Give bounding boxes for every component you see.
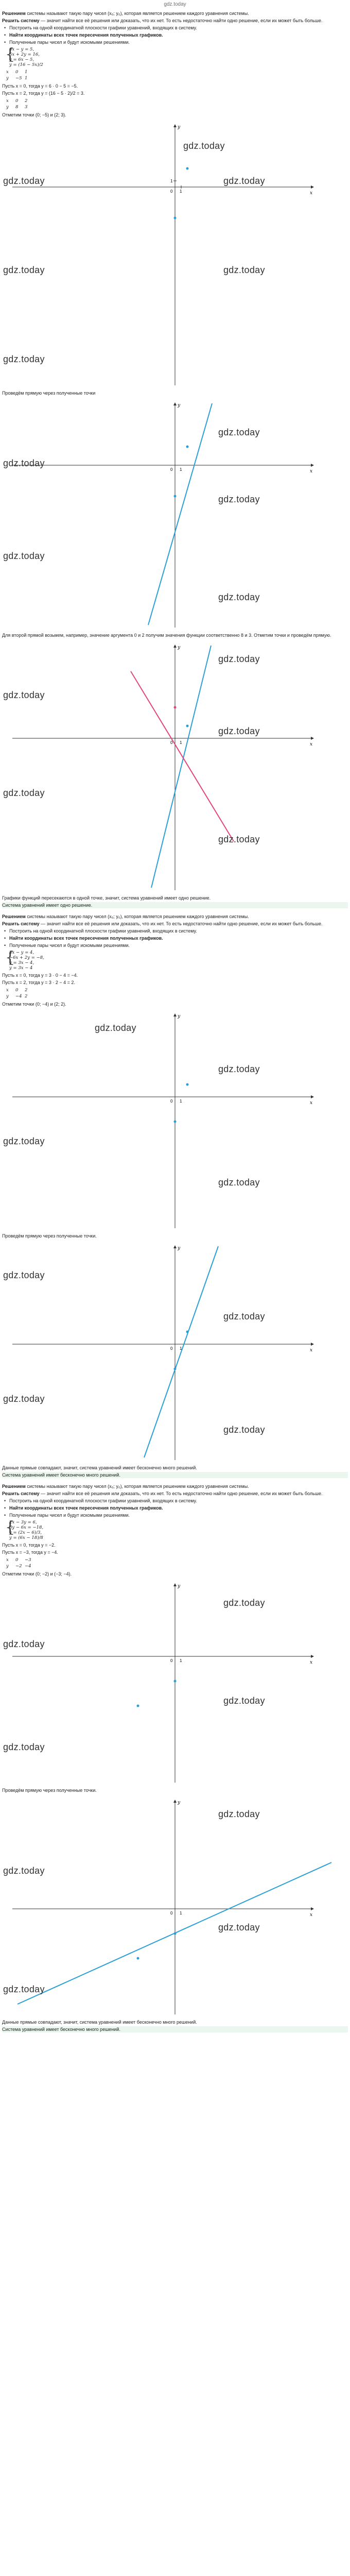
tick-label: 1 [180, 1658, 182, 1663]
calculation: Пусть x = 0, тогда y = 3 · 0 − 4 = −4. [2, 973, 78, 978]
value-table [6, 987, 348, 999]
table-cell: 0 [15, 98, 19, 104]
watermark: gdz.today [223, 1696, 265, 1706]
watermark: gdz.today [3, 1394, 45, 1404]
value-table [6, 69, 348, 81]
y-arrow-icon [173, 1583, 177, 1586]
y-arrow-icon [173, 1245, 177, 1248]
bullet-icon: • [4, 936, 6, 941]
equation: 6x − y = 5, [9, 47, 34, 52]
watermark: gdz.today [3, 551, 45, 561]
answer: Система уравнений имеет бесконечно много решений. [2, 2026, 348, 2032]
definition [2, 913, 348, 920]
x-arrow-icon [311, 1655, 314, 1658]
watermark: gdz.today [3, 1866, 45, 1876]
watermark: gdz.today [218, 726, 260, 736]
table-cell: 8 [15, 105, 19, 110]
list-item-text: Построить на одной координатной плоскости графики уравнений, входящих в систему. [9, 25, 197, 30]
watermark: gdz.today [218, 654, 260, 664]
coordinate-plane [2, 1241, 348, 1463]
x-axis-label: x [310, 1660, 313, 1665]
x-axis-label: x [310, 469, 313, 474]
table-cell: x [6, 98, 9, 104]
answer: Система уравнений имеет бесконечно много решений. [2, 1472, 348, 1478]
x-arrow-icon [311, 1907, 314, 1910]
watermark: gdz.today [223, 265, 265, 275]
points-note: Отметим точки (0; −5) и (2; 3). [2, 112, 66, 117]
bullet-icon: • [4, 32, 6, 38]
point-marker [174, 1680, 177, 1683]
watermark: gdz.today [3, 1742, 45, 1752]
table-cell: y [6, 76, 9, 81]
list-item-text: Построить на одной координатной плоскости графики уравнений, входящих в систему. [9, 1498, 197, 1503]
points-note: Отметим точки (0; −2) и (−3; −4). [2, 1571, 72, 1577]
point-marker [137, 1705, 139, 1707]
list-item-text: Найти координаты всех точек пересечения полученных графиков. [9, 1505, 163, 1511]
equation: −6x + 2y = −8, [9, 955, 44, 960]
bullet-icon: • [4, 25, 6, 30]
calculation: Пусть x = 0, тогда y = 6 · 0 − 5 = −5. [2, 83, 78, 89]
x-arrow-icon [311, 1095, 314, 1098]
x-axis-label: x [310, 742, 313, 747]
y-arrow-icon [173, 402, 177, 405]
table-cell: y [6, 994, 9, 999]
bullet-icon: • [4, 1513, 6, 1518]
y-arrow-icon [173, 1800, 177, 1803]
graph-points-2 [2, 1009, 348, 1231]
brace-icon: { [5, 45, 15, 63]
equation: y = 3x − 4 [9, 965, 33, 971]
x-arrow-icon [311, 185, 314, 189]
conclusion: Данные прямые совпадают, значит, система уравнений имеет бесконечно много решений. [2, 2020, 197, 2025]
solve-term: Решить систему [2, 921, 40, 926]
instruction: Для второй прямой возьмем, например, значение аргумента 0 и 2 получим значения функции соответственно 8 и 3. Отметим точки и проведём прямую. [2, 633, 331, 638]
coordinate-plane [2, 1009, 348, 1231]
list-item-text: Полученные пары чисел и будут искомыми решениями. [9, 943, 130, 948]
calculation: Пусть x = 0, тогда y = −2. [2, 1543, 56, 1548]
definition [2, 1483, 348, 1489]
list-item-text: Построить на одной координатной плоскости графики уравнений, входящих в систему. [9, 928, 197, 934]
equation-system [5, 1520, 348, 1540]
x-arrow-icon [311, 737, 314, 740]
coordinate-plane [2, 640, 348, 893]
value-table [6, 98, 348, 110]
tick-label: 1 [180, 1911, 182, 1916]
definition-text: системы называют такую пару чисел (x₀; y₀), которая является решением каждого уравнения системы. [25, 1484, 249, 1489]
x-arrow-icon [311, 464, 314, 467]
origin-label: 0 [170, 1658, 173, 1663]
list-item [4, 39, 348, 45]
solve-definition [2, 18, 348, 24]
y-axis-label: y [178, 125, 181, 130]
table-cell: −4 [25, 1564, 31, 1569]
equation: y = (16 − 5x)/2 [9, 62, 43, 67]
table-cell: −4 [15, 994, 22, 999]
bullet-icon: • [4, 40, 6, 45]
point-marker [174, 495, 177, 498]
watermark: gdz.today [3, 1639, 45, 1649]
calculation: Пусть x = 2, тогда y = (16 − 5 · 2)/2 = 3. [2, 91, 85, 96]
graph-points-3 [2, 1579, 348, 1785]
table-cell: 0 [15, 70, 19, 75]
graph-two-lines [2, 640, 348, 893]
bullet-icon: • [4, 943, 6, 948]
bullet-icon: • [4, 928, 6, 934]
table-cell: 1 [25, 70, 28, 75]
point-marker [186, 1083, 189, 1086]
conclusion: Данные прямые совпадают, значит, система уравнений имеет бесконечно много решений. [2, 1465, 197, 1470]
table-cell: 2 [25, 994, 28, 999]
brace-icon: { [5, 1518, 15, 1536]
equation: y = (6x − 18)/8 [9, 1535, 43, 1540]
tick-label: 1 [180, 467, 182, 472]
tick-label: 1 [180, 740, 182, 745]
solve-term: Решить систему [2, 18, 40, 23]
equation: 3x − y = 4, [9, 950, 34, 955]
value-table [6, 1557, 348, 1569]
tick-label: 1 [180, 1099, 182, 1104]
solve-term: Решить систему [2, 1491, 40, 1496]
graph-line-1 [2, 398, 348, 630]
watermark: gdz.today [223, 1311, 265, 1321]
solve-text: — значит найти все её решения или доказать, что их нет. То есть недостаточно найти одно решение, если их может быть больше. [39, 18, 323, 23]
line-y-6x-5 [151, 646, 211, 888]
watermark: gdz.today [3, 690, 45, 700]
watermark: gdz.today [218, 1922, 260, 1933]
definition-term: Решением [2, 1484, 26, 1489]
table-cell: y [6, 1564, 9, 1569]
origin-label: 0 [170, 1346, 173, 1351]
definition-text: системы называют такую пару чисел (x₀; y₀), которая является решением каждого уравнения системы. [25, 914, 249, 919]
watermark: gdz.today [3, 1136, 45, 1146]
table-cell: x [6, 1557, 9, 1563]
calculation: Пусть x = 2, тогда y = 3 · 2 − 4 = 2. [2, 980, 75, 985]
table-cell: 0 [15, 988, 19, 993]
table-cell: 3 [25, 105, 28, 110]
origin-label: 0 [170, 467, 173, 472]
y-axis-label: y [178, 403, 181, 408]
equation: 8y − 6x = −18, [9, 1525, 44, 1530]
line-y-3x-4 [144, 1246, 218, 1458]
equation-system [5, 950, 348, 971]
point-marker [174, 217, 177, 219]
graph-line-3 [2, 1795, 348, 2017]
list-item [4, 1512, 348, 1518]
graph-points [2, 120, 348, 388]
watermark: gdz.today [223, 1598, 265, 1608]
x-axis-label: x [310, 1912, 313, 1918]
x-axis-label: x [310, 1348, 313, 1353]
watermark: gdz.today [3, 354, 45, 364]
solve-definition [2, 1490, 348, 1497]
table-cell: y [6, 105, 9, 110]
point-marker [137, 1957, 139, 1960]
list-item [4, 32, 348, 38]
bullet-icon: • [4, 1505, 6, 1511]
tick-label: 1 [180, 189, 182, 194]
equation: y = 3x − 4, [9, 960, 34, 965]
line-y-6x-5 [148, 403, 212, 625]
table-cell: x [6, 70, 9, 75]
site-brand[interactable]: gdz.today [164, 2, 186, 7]
list-item-text: Найти координаты всех точек пересечения полученных графиков. [9, 32, 163, 38]
watermark: gdz.today [223, 176, 265, 186]
table-cell: 2 [25, 988, 28, 993]
origin-label: 0 [170, 1911, 173, 1916]
list-item-text: Найти координаты всех точек пересечения полученных графиков. [9, 936, 163, 941]
watermark: gdz.today [183, 141, 225, 151]
watermark: gdz.today [3, 1984, 45, 1994]
point-marker [186, 167, 189, 170]
x-axis-label: x [310, 1100, 313, 1106]
definition-term: Решением [2, 914, 26, 919]
x-axis-label: x [310, 191, 313, 196]
point-marker [186, 1331, 189, 1333]
watermark: gdz.today [3, 176, 45, 186]
section-3 [2, 1483, 348, 2032]
conclusion: Графики функций пересекаются в одной точке, значит, система уравнений имеет одно решение. [2, 895, 211, 901]
solve-text: — значит найти все её решения или доказать, что их нет. То есть недостаточно найти одно решение, если их может быть больше. [39, 921, 323, 926]
origin-label: 0 [170, 189, 173, 194]
watermark: gdz.today [218, 592, 260, 602]
watermark: gdz.today [3, 788, 45, 798]
watermark: gdz.today [218, 1177, 260, 1188]
table-cell: −5 [15, 76, 22, 81]
point-marker [174, 1121, 177, 1123]
tick-label: 1 [170, 179, 173, 183]
watermark: gdz.today [218, 1064, 260, 1074]
brace-icon: { [5, 948, 15, 967]
point-marker [186, 725, 189, 727]
y-axis-label: y [178, 645, 181, 650]
definition-term: Решением [2, 11, 26, 16]
list-item [4, 25, 348, 31]
x-arrow-icon [311, 1343, 314, 1346]
table-cell: x [6, 988, 9, 993]
definition-text: системы называют такую пару чисел (x₀; y₀), которая является решением каждого уравнения системы. [25, 11, 249, 16]
table-cell: 1 [25, 76, 28, 81]
coordinate-plane [2, 1579, 348, 1785]
definition [2, 10, 348, 16]
watermark: gdz.today [223, 1425, 265, 1435]
coordinate-plane [2, 398, 348, 630]
watermark: gdz.today [218, 834, 260, 844]
equation: y = (2x − 6)/3, [9, 1530, 42, 1535]
y-axis-label: y [178, 1584, 181, 1589]
graph-line-2 [2, 1241, 348, 1463]
point-marker [186, 446, 189, 448]
point-marker [174, 1933, 177, 1935]
watermark: gdz.today [3, 265, 45, 275]
list-item [4, 928, 348, 934]
coordinate-plane [2, 120, 348, 388]
section-1 [2, 10, 348, 908]
y-arrow-icon [173, 124, 177, 127]
table-cell: −3 [25, 1557, 31, 1563]
origin-label: 0 [170, 1099, 173, 1104]
instruction: Проведём прямую через полученные точки. [2, 1788, 97, 1793]
equation: 2x − 3y = 6, [9, 1520, 37, 1525]
watermark: gdz.today [3, 1270, 45, 1280]
list-item [4, 942, 348, 948]
table-cell: −2 [15, 1564, 22, 1569]
points-note: Отметим точки (0; −4) и (2; 2). [2, 1002, 66, 1007]
list-item [4, 1498, 348, 1504]
y-arrow-icon [173, 645, 177, 648]
y-axis-label: y [178, 1246, 181, 1251]
instruction: Проведём прямую через полученные точки [2, 391, 96, 396]
solve-text: — значит найти все её решения или доказать, что их нет. То есть недостаточно найти одно решение, если их может быть больше. [39, 1491, 323, 1496]
table-cell: 0 [15, 1557, 19, 1563]
section-2 [2, 913, 348, 1478]
y-axis-label: y [178, 1800, 181, 1805]
calculation: Пусть x = −3, тогда y = −4. [2, 1550, 58, 1555]
watermark: gdz.today [3, 458, 45, 468]
bullet-icon: • [4, 1498, 6, 1503]
point-marker [174, 706, 177, 709]
line-y-16-5x-over-2 [131, 671, 234, 841]
watermark: gdz.today [218, 494, 260, 504]
watermark: gdz.today [95, 1023, 136, 1033]
equation: y = 6x − 5, [9, 57, 34, 62]
list-item [4, 935, 348, 941]
y-arrow-icon [173, 1013, 177, 1016]
instruction: Проведём прямую через полученные точки. [2, 1233, 97, 1239]
equation: 5x + 2y = 16, [9, 52, 40, 57]
point-marker [174, 1368, 177, 1370]
tick-label: 1 [180, 1346, 182, 1351]
answer: Система уравнений имеет одно решение. [2, 902, 348, 908]
list-item [4, 1505, 348, 1511]
watermark: gdz.today [218, 427, 260, 437]
solve-definition [2, 921, 348, 927]
coordinate-plane [2, 1795, 348, 2017]
table-cell: 2 [25, 98, 28, 104]
list-item-text: Полученные пары чисел и будут искомыми решениями. [9, 1513, 130, 1518]
watermark: gdz.today [218, 1809, 260, 1819]
origin-label: 0 [170, 740, 173, 745]
y-axis-label: y [178, 1014, 181, 1019]
list-item-text: Полученные пары чисел и будут искомыми решениями. [9, 40, 130, 45]
equation-system [5, 47, 348, 67]
